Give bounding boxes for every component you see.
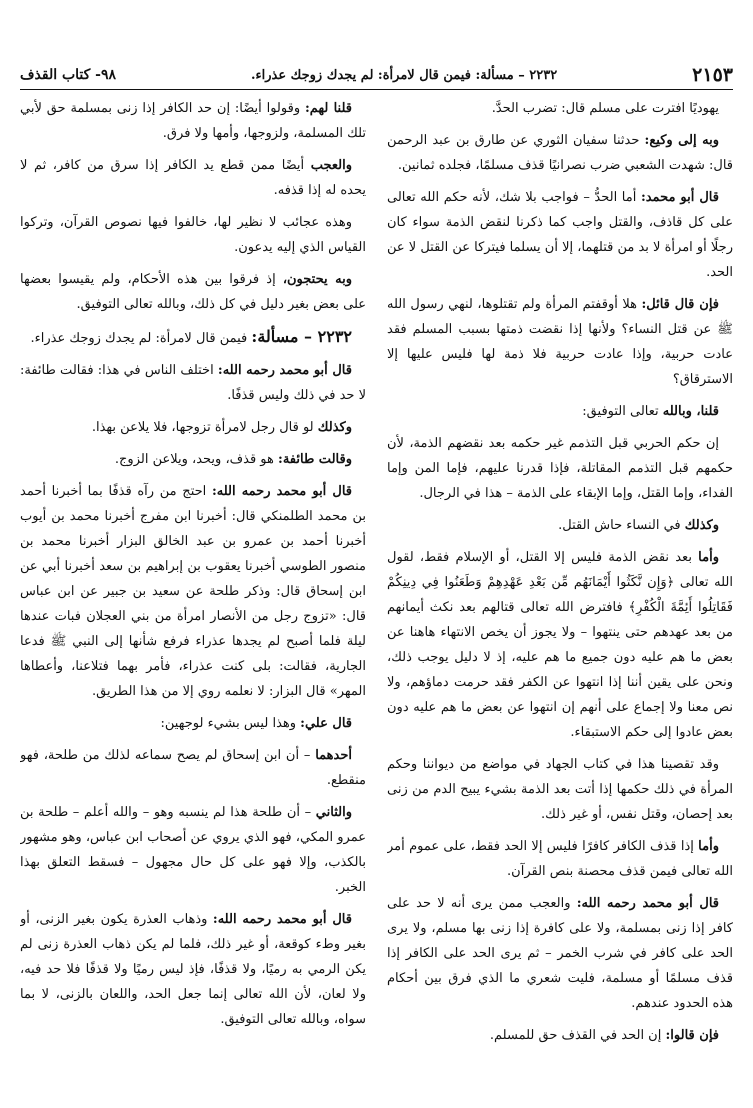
paragraph — [20, 479, 366, 704]
paragraph-text: حدثنا سفيان الثوري عن طارق بن عبد الرحمن قال: شهدت الشعبي ضرب نصرانيًا قذف مسلمًا، فجلده ثمانين. — [387, 133, 733, 173]
paragraph — [20, 907, 366, 1032]
book-title: ٩٨- كتاب القذف — [20, 67, 117, 83]
issue-heading: ٢٢٣٢ – مسألة: — [251, 327, 352, 346]
paragraph-text: إذ فرقوا بين هذه الأحكام، ولم يقيسوا بعضها على بعض بغير دليل في كل ذلك، وبالله تعالى التوفيق. — [20, 272, 366, 312]
paragraph-text: احتج من رآه قذفًا بما أخبرنا أحمد بن محمد الطلمنكي قال: أخبرنا ابن مفرج أخبرنا محمد بن أيوب أخبرنا أحمد بن عمرو بن عبد الخالق البزار أخبرنا محمد بن منصور الطوسي أخبرنا يعقوب بن إبراهيم بن سعد أخبرنا أبي عن ابن إسحاق قال: وذكر طلحة عن سعيد بن جبير عن ابن عباس قال: «تزوج رجل من الأنصار امرأة من بني العجلان فبات عندها ليلة فلما أصبح لم يجدها عذراء فرفع شأنها إلى النبي ﷺ فدعا الجارية، فقالت: بلى كنت عذراء، فأمر بهما فتلاعنا، وأعطاها المهر» قال البزار: لا نعلمه روي إلا من هذا الطريق. — [20, 484, 366, 699]
paragraph — [20, 210, 366, 260]
paragraph-text: إن الحد في القذف حق للمسلم. — [489, 1028, 666, 1043]
left-text-column — [20, 96, 366, 1096]
paragraph — [20, 447, 366, 472]
paragraph — [20, 96, 366, 146]
page-header — [20, 62, 733, 88]
paragraph-text: هو قذف، ويحد، ويلاعن الزوج. — [114, 452, 279, 467]
paragraph — [20, 711, 366, 736]
paragraph — [387, 431, 733, 506]
paragraph — [20, 153, 366, 203]
paragraph-text: وقد تقصينا هذا في كتاب الجهاد في مواضع من ديواننا وحكم المرأة في ذلك حكمها إذا أتت بعد الذمة بشيء يبيح الدم من زنى بعد إحصان، وقتل نفس، أو غير ذلك. — [387, 757, 733, 822]
paragraph-lead: فإن قالوا: — [665, 1028, 719, 1043]
paragraph — [20, 415, 366, 440]
paragraph — [387, 891, 733, 1016]
paragraph — [387, 545, 733, 745]
paragraph-text: لو قال رجل لامرأة تزوجها، فلا يلاعن بهذا. — [91, 420, 318, 435]
paragraph-text: بعد نقض الذمة فليس إلا القتل، أو الإسلام فقط، لقول الله تعالى ﴿وَإِن نَّكَثُوا أَيْمَانَهُم مِّن بَعْدِ عَهْدِهِمْ وَطَعَنُوا فِي دِينِكُمْ فَقَاتِلُوا أَئِمَّةَ الْكُفْرِ﴾ فافترض الله تعالى قتالهم بعد نكث أيمانهم من بعد عهدهم حتى ينتهوا – ولا يجوز أن يخص الانتهاء هاهنا عن بعض ما هم عليه دون جميع ما هم عليه، إذ لا دليل يوجب ذلك، ونحن على يقين أننا إذا انتهوا عن الكفر فقد حرمت دماؤهم، ولا نص معنا ولا إجماع على أنهم إن انتهوا عن بعض ما هم عليه دون بعض عادوا إلى حكم الاستبقاء. — [387, 550, 733, 740]
paragraph-lead: قلنا، وبالله — [662, 404, 719, 419]
page-number: ٢١٥٣ — [692, 64, 733, 86]
paragraph-lead: وأما — [698, 550, 719, 565]
paragraph-text: – أن ابن إسحاق لم يصح سماعه لذلك من طلحة، فهو منقطع. — [20, 748, 366, 788]
paragraph-lead: قال أبو محمد رحمه الله: — [217, 363, 352, 378]
paragraph-text: في النساء حاش القتل. — [558, 518, 685, 533]
paragraph — [387, 834, 733, 884]
paragraph-lead: قال أبو محمد رحمه الله: — [211, 484, 352, 499]
paragraph-lead: وبه إلى وكيع: — [644, 133, 719, 148]
paragraph-lead: وكذلك — [684, 518, 719, 533]
running-title: ٢٢٣٢ – مسألة: فيمن قال لامرأة: لم يجدك زوجك عذراء. — [251, 67, 558, 83]
paragraph-text: أما الحدُّ – فواجب بلا شك، لأنه حكم الله تعالى على كل قاذف، والقتل واجب كما ذكرنا لنقض الذمة سواء كان رجلًا أو امرأة لا بد من قتلهما، إلا أن يسلما فيتركا عن القتل لا عن الحد. — [387, 190, 733, 280]
paragraph-lead: قال أبو محمد: — [640, 190, 719, 205]
paragraph — [387, 513, 733, 538]
right-text-column — [387, 96, 733, 1096]
paragraph — [387, 96, 733, 121]
paragraph-lead: قلنا لهم: — [304, 101, 352, 116]
paragraph-lead: فإن قال قائل: — [641, 297, 719, 312]
paragraph-lead: قال أبو محمد رحمه الله: — [212, 912, 352, 927]
paragraph-lead: وبه يحتجون، — [282, 272, 352, 287]
paragraph-lead: والثاني — [315, 805, 352, 820]
paragraph-text: تعالى التوفيق: — [582, 404, 663, 419]
paragraph — [387, 752, 733, 827]
paragraph-text: وذهاب العذرة يكون بغير الزنى، أو بغير وطء كوقعة، أو غير ذلك، فلما لم يكن ذهاب العذرة زنى لم يكن الرمي به رميًا، ولا قذفًا، فإذ ليس رميًا ولا قذفًا فلا حد فيه، ولا لعان، لأن الله تعالى إنما جعل الحد، واللعان بالزنى، لا بما سواه، وبالله تعالى التوفيق. — [20, 912, 366, 1027]
paragraph-text: – أن طلحة هذا لم ينسبه وهو – والله أعلم – طلحة بن عمرو المكي، فهو الذي يروي عن أصحاب ابن عباس، وهو مشهور بالكذب، وإلا فهو على كل حال مجهول – فسقط التعلق بهذا الخبر. — [20, 805, 366, 895]
paragraph — [20, 267, 366, 317]
paragraph-lead: أحدهما — [315, 748, 352, 763]
paragraph — [387, 399, 733, 424]
paragraph-lead: قال أبو محمد رحمه الله: — [576, 896, 720, 911]
paragraph-text: اختلف الناس في هذا: فقالت طائفة: لا حد في ذلك وليس قذفًا. — [20, 363, 366, 403]
paragraph-text: إن حكم الحربي قبل التذمم غير حكمه بعد نقضهم الذمة، لأن حكمهم قبل التذمم المقاتلة، فإذا قدرنا عليهم، فإما المن وإما الفداء، وإما القتل، وإما الإبقاء على الذمة – هذا في الرجال. — [387, 436, 733, 501]
paragraph-text: هلا أوقفتم المرأة ولم تقتلوها، لنهي رسول الله ﷺ عن قتل النساء؟ ولأنها إذا نقضت ذمتها بسبب المسلم فقد عادت حربية، وإذا عادت حربية فلا ذمة لها فليس عليها إلا الاسترقاق؟ — [387, 297, 733, 387]
paragraph-text: أيضًا ممن قطع يد الكافر إذا سرق من كافر، ثم لا يحده له إذا قذفه. — [20, 158, 366, 198]
paragraph — [387, 128, 733, 178]
paragraph-text: والعجب ممن يرى أنه لا حد على كافر إذا زنى بمسلمة، ولا على كافرة إذا زنى بها مسلم، ولا يرى الحد على كافر في شرب الخمر – ثم يرى الحد على الكافر إذا قذف مسلمًا أو مسلمة، فليت شعري ما الذي فرق بين أحكام هذه الحدود عندهم. — [387, 896, 733, 1011]
paragraph-text: وهذا ليس بشيء لوجهين: — [160, 716, 301, 731]
paragraph — [387, 292, 733, 392]
paragraph-lead: وقالت طائفة: — [278, 452, 352, 467]
paragraph — [20, 358, 366, 408]
header-rule — [20, 89, 733, 90]
paragraph-text: وقولوا أيضًا: إن حد الكافر إذا زنى بمسلمة حق لأبي تلك المسلمة، ولزوجها، وأمها ولا فرق. — [20, 101, 366, 141]
paragraph-lead: قال علي: — [300, 716, 352, 731]
paragraph — [20, 800, 366, 900]
paragraph-text: إذا قذف الكافر كافرًا فليس إلا الحد فقط، على عموم أمر الله تعالى فيمن قذف محصنة بنص القرآن. — [387, 839, 733, 879]
paragraph-lead: وكذلك — [317, 420, 352, 435]
paragraph-lead: والعجب — [310, 158, 352, 173]
paragraph — [387, 1023, 733, 1048]
paragraph-lead: وأما — [698, 839, 719, 854]
paragraph-text: فيمن قال لامرأة: لم يجدك زوجك عذراء. — [30, 331, 252, 346]
paragraph — [20, 743, 366, 793]
paragraph — [387, 185, 733, 285]
paragraph-text: وهذه عجائب لا نظير لها، خالفوا فيها نصوص القرآن، وتركوا القياس الذي إليه يدعون. — [20, 215, 366, 255]
paragraph — [20, 324, 366, 351]
paragraph-text: يهوديًا افترت على مسلم قال: تضرب الحدَّ. — [491, 101, 719, 116]
